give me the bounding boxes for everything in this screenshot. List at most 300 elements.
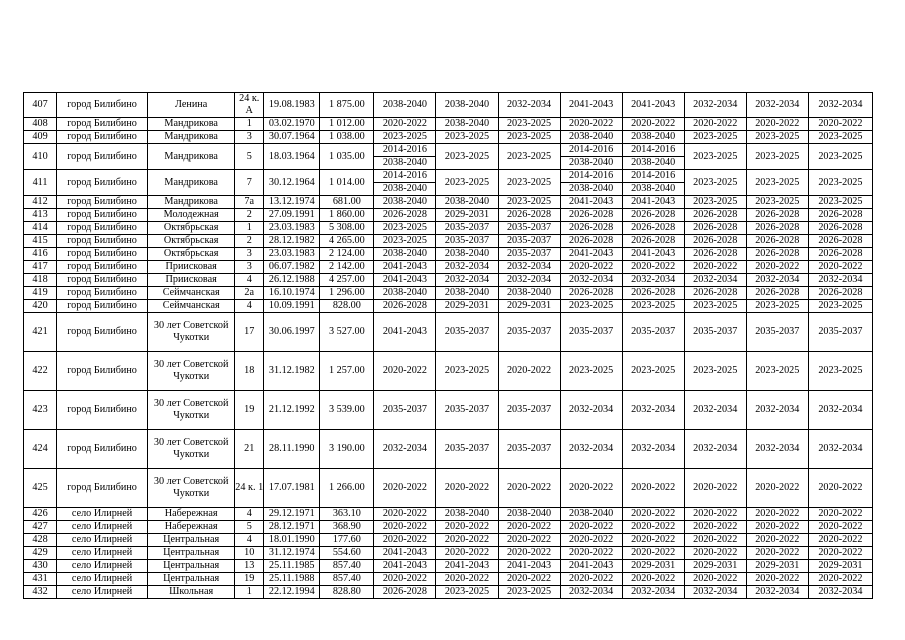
row-number-cell: 432 — [24, 586, 57, 599]
table-row — [24, 170, 873, 196]
house-number-cell: 1 — [235, 222, 264, 235]
repair-period-cell: 2026-2028 — [684, 235, 746, 248]
repair-period-cell: 2038-2040 — [374, 287, 436, 300]
repair-period-cell: 2023-2025 — [436, 144, 498, 170]
street-cell: 30 лет Советской Чукотки — [148, 352, 235, 391]
house-number-cell: 4 — [235, 508, 264, 521]
repair-period-cell: 2035-2037 — [808, 313, 872, 352]
row-number-cell: 425 — [24, 469, 57, 508]
date-cell: 18.03.1964 — [264, 144, 320, 170]
repair-period-cell: 2035-2037 — [622, 313, 684, 352]
repair-period-cell: 2038-2040 — [374, 93, 436, 118]
house-number-cell: 2 — [235, 209, 264, 222]
repair-period-cell — [374, 170, 436, 196]
repair-period-cell: 2029-2031 — [746, 560, 808, 573]
repair-period-cell: 2032-2034 — [808, 93, 872, 118]
date-cell: 17.07.1981 — [264, 469, 320, 508]
date-cell: 26.12.1988 — [264, 274, 320, 287]
street-cell: Приисковая — [148, 261, 235, 274]
table-row — [24, 547, 873, 560]
repair-period-cell: 2023-2025 — [746, 170, 808, 196]
repair-period-subvalue: 2038-2040 — [374, 182, 435, 195]
repair-period-cell: 2035-2037 — [498, 248, 560, 261]
house-number-cell: 2а — [235, 287, 264, 300]
table-body — [24, 93, 873, 599]
repair-period-cell: 2020-2022 — [808, 261, 872, 274]
repair-period-cell: 2020-2022 — [808, 521, 872, 534]
table-row — [24, 313, 873, 352]
repair-period-cell: 2038-2040 — [622, 131, 684, 144]
repair-period-cell: 2023-2025 — [498, 586, 560, 599]
row-number-cell: 428 — [24, 534, 57, 547]
house-number-cell: 1 — [235, 118, 264, 131]
repair-period-cell: 2026-2028 — [498, 209, 560, 222]
house-number-cell: 24 к. 1 — [235, 469, 264, 508]
repair-period-cell: 2026-2028 — [684, 287, 746, 300]
street-cell: Центральная — [148, 573, 235, 586]
settlement-cell: город Билибино — [57, 144, 148, 170]
settlement-cell: город Билибино — [57, 131, 148, 144]
street-cell: Центральная — [148, 547, 235, 560]
repair-period-subvalue: 2014-2016 — [569, 144, 614, 155]
repair-period-cell: 2026-2028 — [808, 287, 872, 300]
row-number-cell: 420 — [24, 300, 57, 313]
repair-period-cell: 2035-2037 — [498, 430, 560, 469]
table-row — [24, 508, 873, 521]
area-cell: 1 038.00 — [320, 131, 374, 144]
repair-period-cell: 2041-2043 — [498, 560, 560, 573]
repair-period-cell: 2038-2040 — [498, 508, 560, 521]
row-number-cell: 411 — [24, 170, 57, 196]
repair-period-cell: 2035-2037 — [436, 430, 498, 469]
house-number-cell: 4 — [235, 534, 264, 547]
repair-period-cell: 2026-2028 — [560, 222, 622, 235]
repair-period-cell: 2020-2022 — [746, 547, 808, 560]
repair-period-cell — [560, 170, 622, 196]
repair-period-cell: 2032-2034 — [808, 586, 872, 599]
repair-period-cell: 2023-2025 — [560, 300, 622, 313]
repair-period-cell: 2020-2022 — [560, 261, 622, 274]
table-row — [24, 261, 873, 274]
repair-period-cell: 2026-2028 — [622, 222, 684, 235]
house-number-cell: 24 к. А — [235, 93, 264, 118]
house-number-cell: 13 — [235, 560, 264, 573]
repair-period-subvalue: 2014-2016 — [382, 144, 427, 155]
repair-period-cell: 2023-2025 — [374, 131, 436, 144]
table-row — [24, 521, 873, 534]
repair-period-cell: 2032-2034 — [622, 430, 684, 469]
repair-period-cell: 2023-2025 — [684, 300, 746, 313]
repair-period-cell: 2023-2025 — [746, 131, 808, 144]
area-cell: 3 527.00 — [320, 313, 374, 352]
table-row — [24, 287, 873, 300]
settlement-cell: город Билибино — [57, 170, 148, 196]
settlement-cell: село Илирней — [57, 547, 148, 560]
area-cell: 1 257.00 — [320, 352, 374, 391]
repair-period-cell: 2038-2040 — [436, 508, 498, 521]
repair-period-cell: 2020-2022 — [374, 521, 436, 534]
repair-period-cell: 2032-2034 — [684, 430, 746, 469]
street-cell: Ленина — [148, 93, 235, 118]
street-cell: Школьная — [148, 586, 235, 599]
row-number-cell: 415 — [24, 235, 57, 248]
repair-period-cell: 2023-2025 — [808, 131, 872, 144]
repair-period-cell: 2029-2031 — [498, 300, 560, 313]
street-cell: Приисковая — [148, 274, 235, 287]
repair-period-subvalue: 2038-2040 — [374, 156, 435, 169]
repair-period-cell: 2032-2034 — [560, 274, 622, 287]
settlement-cell: город Билибино — [57, 430, 148, 469]
repair-period-cell: 2020-2022 — [436, 521, 498, 534]
repair-period-cell: 2026-2028 — [808, 209, 872, 222]
repair-period-cell: 2038-2040 — [436, 196, 498, 209]
row-number-cell: 431 — [24, 573, 57, 586]
repair-period-cell: 2032-2034 — [622, 391, 684, 430]
table-row — [24, 300, 873, 313]
repair-period-cell: 2032-2034 — [436, 274, 498, 287]
repair-period-cell: 2041-2043 — [374, 547, 436, 560]
repair-period-subvalue: 2014-2016 — [631, 144, 676, 155]
repair-period-cell: 2020-2022 — [374, 469, 436, 508]
date-cell: 03.02.1970 — [264, 118, 320, 131]
repair-period-cell: 2032-2034 — [684, 391, 746, 430]
area-cell: 828.80 — [320, 586, 374, 599]
house-number-cell: 10 — [235, 547, 264, 560]
repair-period-cell: 2023-2025 — [684, 144, 746, 170]
repair-period-cell — [560, 144, 622, 170]
repair-period-cell: 2023-2025 — [436, 131, 498, 144]
repair-period-cell: 2020-2022 — [436, 573, 498, 586]
repair-period-cell: 2041-2043 — [374, 560, 436, 573]
repair-period-cell: 2026-2028 — [746, 209, 808, 222]
repair-period-cell: 2020-2022 — [808, 508, 872, 521]
table-row — [24, 560, 873, 573]
repair-period-cell: 2035-2037 — [498, 391, 560, 430]
settlement-cell: город Билибино — [57, 209, 148, 222]
repair-period-cell: 2020-2022 — [622, 261, 684, 274]
table-row — [24, 118, 873, 131]
repair-period-cell: 2020-2022 — [498, 547, 560, 560]
area-cell: 857.40 — [320, 560, 374, 573]
row-number-cell: 421 — [24, 313, 57, 352]
repair-period-cell: 2032-2034 — [560, 586, 622, 599]
repair-period-cell: 2023-2025 — [746, 352, 808, 391]
repair-period-cell: 2020-2022 — [498, 521, 560, 534]
repair-period-cell: 2023-2025 — [746, 196, 808, 209]
repair-period-cell: 2023-2025 — [622, 352, 684, 391]
repair-period-cell: 2041-2043 — [374, 261, 436, 274]
row-number-cell: 430 — [24, 560, 57, 573]
repair-period-cell: 2032-2034 — [808, 391, 872, 430]
settlement-cell: город Билибино — [57, 352, 148, 391]
area-cell: 177.60 — [320, 534, 374, 547]
street-cell: Сеймчанская — [148, 300, 235, 313]
area-cell: 2 124.00 — [320, 248, 374, 261]
repair-period-cell: 2026-2028 — [684, 248, 746, 261]
repair-period-cell: 2029-2031 — [622, 560, 684, 573]
table-row — [24, 469, 873, 508]
date-cell: 27.09.1991 — [264, 209, 320, 222]
housing-repair-schedule-table — [23, 92, 873, 599]
repair-period-cell: 2032-2034 — [684, 274, 746, 287]
repair-period-cell: 2023-2025 — [498, 118, 560, 131]
repair-period-cell: 2020-2022 — [684, 521, 746, 534]
repair-period-cell: 2020-2022 — [746, 118, 808, 131]
settlement-cell: село Илирней — [57, 534, 148, 547]
repair-period-cell: 2023-2025 — [684, 131, 746, 144]
repair-period-cell: 2020-2022 — [560, 469, 622, 508]
area-cell: 554.60 — [320, 547, 374, 560]
repair-period-cell: 2038-2040 — [436, 118, 498, 131]
repair-period-cell: 2035-2037 — [374, 391, 436, 430]
settlement-cell: город Билибино — [57, 313, 148, 352]
repair-period-cell: 2032-2034 — [374, 430, 436, 469]
settlement-cell: город Билибино — [57, 118, 148, 131]
repair-period-cell: 2020-2022 — [374, 352, 436, 391]
area-cell: 1 266.00 — [320, 469, 374, 508]
repair-period-cell: 2020-2022 — [684, 261, 746, 274]
repair-period-cell: 2026-2028 — [374, 209, 436, 222]
repair-period-cell: 2038-2040 — [498, 287, 560, 300]
table-row — [24, 534, 873, 547]
repair-period-cell: 2041-2043 — [374, 274, 436, 287]
repair-period-cell: 2038-2040 — [436, 248, 498, 261]
repair-period-cell: 2020-2022 — [622, 508, 684, 521]
repair-period-subvalue: 2014-2016 — [631, 170, 676, 181]
repair-period-cell: 2035-2037 — [746, 313, 808, 352]
row-number-cell: 424 — [24, 430, 57, 469]
repair-period-cell: 2020-2022 — [560, 521, 622, 534]
repair-period-cell: 2029-2031 — [808, 560, 872, 573]
settlement-cell: город Билибино — [57, 222, 148, 235]
repair-period-cell: 2032-2034 — [808, 274, 872, 287]
area-cell: 681.00 — [320, 196, 374, 209]
street-cell: Центральная — [148, 560, 235, 573]
repair-period-cell: 2029-2031 — [684, 560, 746, 573]
date-cell: 10.09.1991 — [264, 300, 320, 313]
repair-period-cell: 2020-2022 — [746, 261, 808, 274]
repair-period-cell: 2020-2022 — [374, 534, 436, 547]
settlement-cell: город Билибино — [57, 235, 148, 248]
date-cell: 06.07.1982 — [264, 261, 320, 274]
repair-period-cell: 2026-2028 — [684, 222, 746, 235]
street-cell: Мандрикова — [148, 144, 235, 170]
repair-period-cell: 2041-2043 — [560, 196, 622, 209]
settlement-cell: город Билибино — [57, 196, 148, 209]
repair-period-cell: 2029-2031 — [436, 209, 498, 222]
repair-period-cell: 2020-2022 — [808, 118, 872, 131]
house-number-cell: 3 — [235, 131, 264, 144]
area-cell: 3 190.00 — [320, 430, 374, 469]
house-number-cell: 5 — [235, 144, 264, 170]
repair-period-cell: 2035-2037 — [684, 313, 746, 352]
house-number-cell: 17 — [235, 313, 264, 352]
repair-period-cell — [622, 170, 684, 196]
repair-period-cell: 2023-2025 — [684, 352, 746, 391]
repair-period-cell: 2026-2028 — [808, 235, 872, 248]
date-cell: 25.11.1988 — [264, 573, 320, 586]
repair-period-cell: 2041-2043 — [560, 93, 622, 118]
house-number-cell: 19 — [235, 573, 264, 586]
repair-period-cell: 2041-2043 — [560, 560, 622, 573]
repair-period-cell: 2023-2025 — [684, 196, 746, 209]
row-number-cell: 408 — [24, 118, 57, 131]
area-cell: 1 012.00 — [320, 118, 374, 131]
street-cell: Октябрьская — [148, 248, 235, 261]
repair-period-cell: 2026-2028 — [560, 287, 622, 300]
house-number-cell: 1 — [235, 586, 264, 599]
repair-period-cell: 2026-2028 — [560, 235, 622, 248]
settlement-cell: город Билибино — [57, 391, 148, 430]
date-cell: 31.12.1982 — [264, 352, 320, 391]
repair-period-cell: 2020-2022 — [436, 469, 498, 508]
row-number-cell: 422 — [24, 352, 57, 391]
repair-period-cell: 2020-2022 — [746, 534, 808, 547]
repair-period-subvalue: 2038-2040 — [623, 182, 684, 195]
row-number-cell: 419 — [24, 287, 57, 300]
street-cell: Октябрьская — [148, 235, 235, 248]
repair-period-cell: 2023-2025 — [808, 300, 872, 313]
repair-period-cell: 2032-2034 — [746, 586, 808, 599]
repair-period-cell: 2023-2025 — [436, 352, 498, 391]
table-row — [24, 209, 873, 222]
repair-period-cell: 2026-2028 — [374, 300, 436, 313]
table-row — [24, 93, 873, 118]
repair-period-cell: 2032-2034 — [560, 430, 622, 469]
table-row — [24, 248, 873, 261]
row-number-cell: 412 — [24, 196, 57, 209]
table-row — [24, 352, 873, 391]
repair-period-cell: 2029-2031 — [436, 300, 498, 313]
repair-period-cell: 2032-2034 — [746, 391, 808, 430]
repair-period-cell — [622, 144, 684, 170]
date-cell: 23.03.1983 — [264, 222, 320, 235]
repair-period-cell: 2020-2022 — [684, 118, 746, 131]
repair-period-cell: 2020-2022 — [560, 547, 622, 560]
repair-period-cell: 2023-2025 — [436, 170, 498, 196]
repair-period-cell: 2032-2034 — [684, 93, 746, 118]
repair-period-cell: 2020-2022 — [498, 352, 560, 391]
repair-period-subvalue: 2014-2016 — [382, 170, 427, 181]
repair-period-cell: 2020-2022 — [684, 508, 746, 521]
repair-period-cell: 2020-2022 — [436, 547, 498, 560]
table-row — [24, 391, 873, 430]
repair-period-cell: 2023-2025 — [808, 196, 872, 209]
area-cell: 1 875.00 — [320, 93, 374, 118]
area-cell: 1 014.00 — [320, 170, 374, 196]
repair-period-cell: 2020-2022 — [560, 573, 622, 586]
repair-period-cell: 2041-2043 — [436, 560, 498, 573]
repair-period-cell: 2020-2022 — [560, 118, 622, 131]
repair-period-cell: 2026-2028 — [560, 209, 622, 222]
repair-period-subvalue: 2038-2040 — [561, 182, 622, 195]
repair-period-cell: 2032-2034 — [498, 274, 560, 287]
repair-period-cell: 2020-2022 — [436, 534, 498, 547]
settlement-cell: город Билибино — [57, 274, 148, 287]
street-cell: Октябрьская — [148, 222, 235, 235]
table-row — [24, 430, 873, 469]
date-cell: 16.10.1974 — [264, 287, 320, 300]
date-cell: 22.12.1994 — [264, 586, 320, 599]
street-cell: Набережная — [148, 521, 235, 534]
area-cell: 1 296.00 — [320, 287, 374, 300]
repair-period-cell: 2041-2043 — [374, 313, 436, 352]
repair-period-cell: 2023-2025 — [498, 131, 560, 144]
area-cell: 1 035.00 — [320, 144, 374, 170]
repair-period-cell: 2038-2040 — [560, 131, 622, 144]
repair-period-cell: 2020-2022 — [808, 469, 872, 508]
repair-period-cell: 2032-2034 — [622, 586, 684, 599]
settlement-cell: город Билибино — [57, 300, 148, 313]
repair-period-cell: 2020-2022 — [622, 534, 684, 547]
street-cell: Центральная — [148, 534, 235, 547]
repair-period-cell: 2035-2037 — [436, 235, 498, 248]
repair-period-cell: 2020-2022 — [498, 534, 560, 547]
repair-period-cell: 2020-2022 — [622, 469, 684, 508]
house-number-cell: 7а — [235, 196, 264, 209]
repair-period-cell: 2041-2043 — [622, 196, 684, 209]
repair-period-cell: 2038-2040 — [436, 93, 498, 118]
repair-period-cell: 2038-2040 — [374, 248, 436, 261]
repair-period-cell: 2023-2025 — [808, 144, 872, 170]
date-cell: 31.12.1974 — [264, 547, 320, 560]
repair-period-cell: 2026-2028 — [746, 248, 808, 261]
street-cell: Мандрикова — [148, 118, 235, 131]
house-number-cell: 2 — [235, 235, 264, 248]
row-number-cell: 418 — [24, 274, 57, 287]
repair-period-cell: 2020-2022 — [622, 521, 684, 534]
repair-period-cell: 2020-2022 — [374, 118, 436, 131]
repair-period-cell: 2032-2034 — [498, 93, 560, 118]
repair-period-cell: 2020-2022 — [622, 118, 684, 131]
repair-period-cell: 2035-2037 — [436, 222, 498, 235]
repair-period-cell: 2038-2040 — [560, 508, 622, 521]
area-cell: 828.00 — [320, 300, 374, 313]
house-number-cell: 4 — [235, 300, 264, 313]
area-cell: 857.40 — [320, 573, 374, 586]
table-row — [24, 196, 873, 209]
repair-period-cell: 2020-2022 — [808, 534, 872, 547]
table-row — [24, 586, 873, 599]
area-cell: 2 142.00 — [320, 261, 374, 274]
row-number-cell: 416 — [24, 248, 57, 261]
repair-period-cell: 2020-2022 — [684, 547, 746, 560]
repair-period-cell: 2020-2022 — [746, 508, 808, 521]
street-cell: 30 лет Советской Чукотки — [148, 430, 235, 469]
repair-period-cell: 2032-2034 — [436, 261, 498, 274]
area-cell: 4 265.00 — [320, 235, 374, 248]
street-cell: Набережная — [148, 508, 235, 521]
street-cell: 30 лет Советской Чукотки — [148, 313, 235, 352]
street-cell: 30 лет Советской Чукотки — [148, 391, 235, 430]
repair-period-cell: 2023-2025 — [622, 300, 684, 313]
repair-period-cell: 2023-2025 — [808, 170, 872, 196]
repair-period-cell: 2041-2043 — [560, 248, 622, 261]
repair-period-cell: 2035-2037 — [436, 391, 498, 430]
date-cell: 25.11.1985 — [264, 560, 320, 573]
repair-period-cell: 2020-2022 — [622, 573, 684, 586]
table-row — [24, 274, 873, 287]
repair-period-cell: 2026-2028 — [622, 235, 684, 248]
date-cell: 28.11.1990 — [264, 430, 320, 469]
repair-period-cell: 2023-2025 — [746, 300, 808, 313]
row-number-cell: 410 — [24, 144, 57, 170]
repair-period-cell: 2026-2028 — [746, 287, 808, 300]
date-cell: 18.01.1990 — [264, 534, 320, 547]
settlement-cell: город Билибино — [57, 261, 148, 274]
settlement-cell: село Илирней — [57, 573, 148, 586]
area-cell: 1 860.00 — [320, 209, 374, 222]
